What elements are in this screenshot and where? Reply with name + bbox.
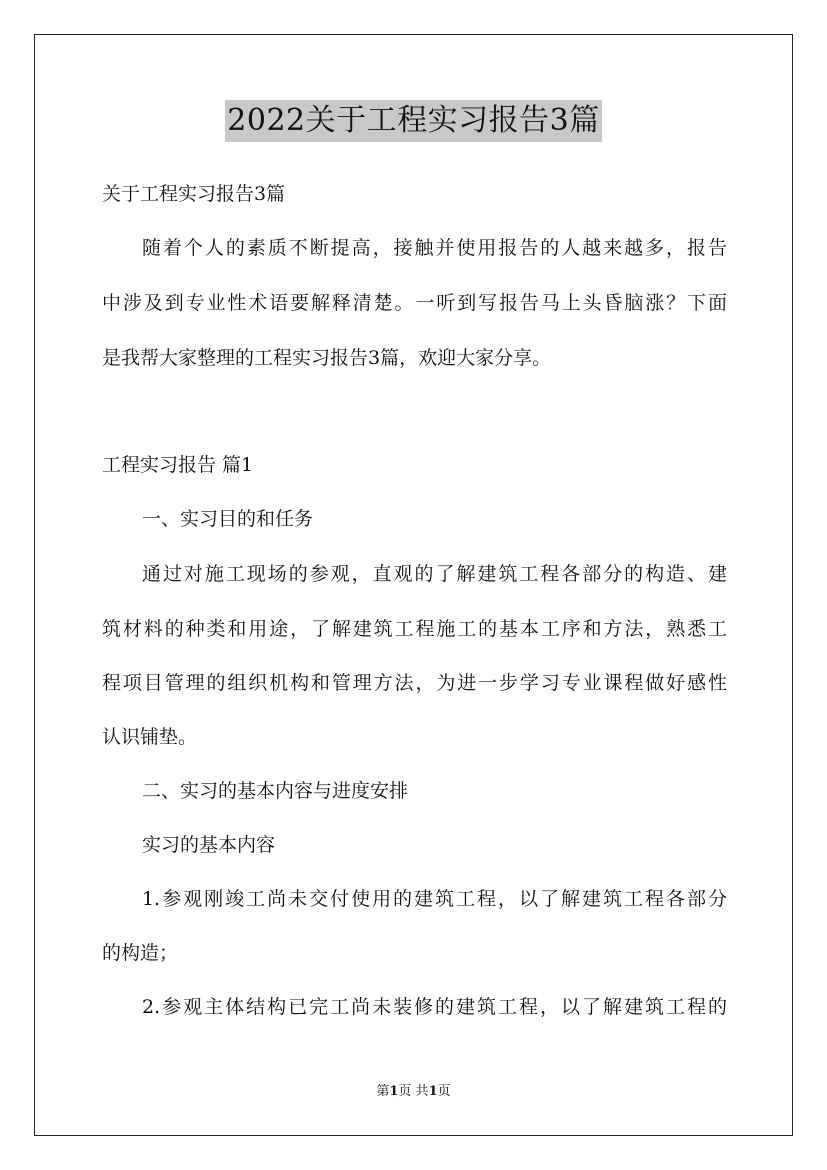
- footer-page-number: 1: [389, 1084, 399, 1099]
- item2-heading: 二、实习的基本内容与进度安排: [142, 780, 409, 802]
- purpose-line-2: 筑材料的种类和用途，了解建筑工程施工的基本工序和方法，熟悉工: [102, 618, 727, 640]
- footer-suffix: 页: [437, 1084, 451, 1099]
- point2-line-1: 2.参观主体结构已完工尚未装修的建筑工程，以了解建筑工程的: [142, 996, 727, 1018]
- footer-page-total: 1: [428, 1084, 438, 1099]
- content-heading: 实习的基本内容: [142, 834, 276, 856]
- title-container: [0, 100, 827, 142]
- page-footer: [0, 1082, 827, 1102]
- document-subtitle: 关于工程实习报告3篇: [102, 183, 286, 205]
- footer-prefix: 第: [376, 1084, 390, 1099]
- purpose-line-4: 认识铺垫。: [102, 726, 198, 748]
- item1-heading: 一、实习目的和任务: [142, 508, 314, 530]
- point1-line-1: 1.参观刚竣工尚未交付使用的建筑工程，以了解建筑工程各部分: [142, 888, 727, 910]
- footer-mid: 页 共: [398, 1084, 429, 1099]
- intro-line-3: 是我帮大家整理的工程实习报告3篇，欢迎大家分享。: [102, 347, 552, 369]
- purpose-line-1: 通过对施工现场的参观，直观的了解建筑工程各部分的构造、建: [142, 563, 727, 585]
- intro-line-1: 随着个人的素质不断提高，接触并使用报告的人越来越多，报告: [142, 237, 727, 259]
- purpose-line-3: 程项目管理的组织机构和管理方法，为进一步学习专业课程做好感性: [102, 672, 727, 694]
- document-title: 2022关于工程实习报告3篇: [225, 100, 601, 142]
- section-heading: 工程实习报告 篇1: [102, 454, 254, 476]
- intro-line-2: 中涉及到专业性术语要解释清楚。一听到写报告马上头昏脑涨？下面: [102, 292, 727, 314]
- point1-line-2: 的构造；: [102, 942, 179, 964]
